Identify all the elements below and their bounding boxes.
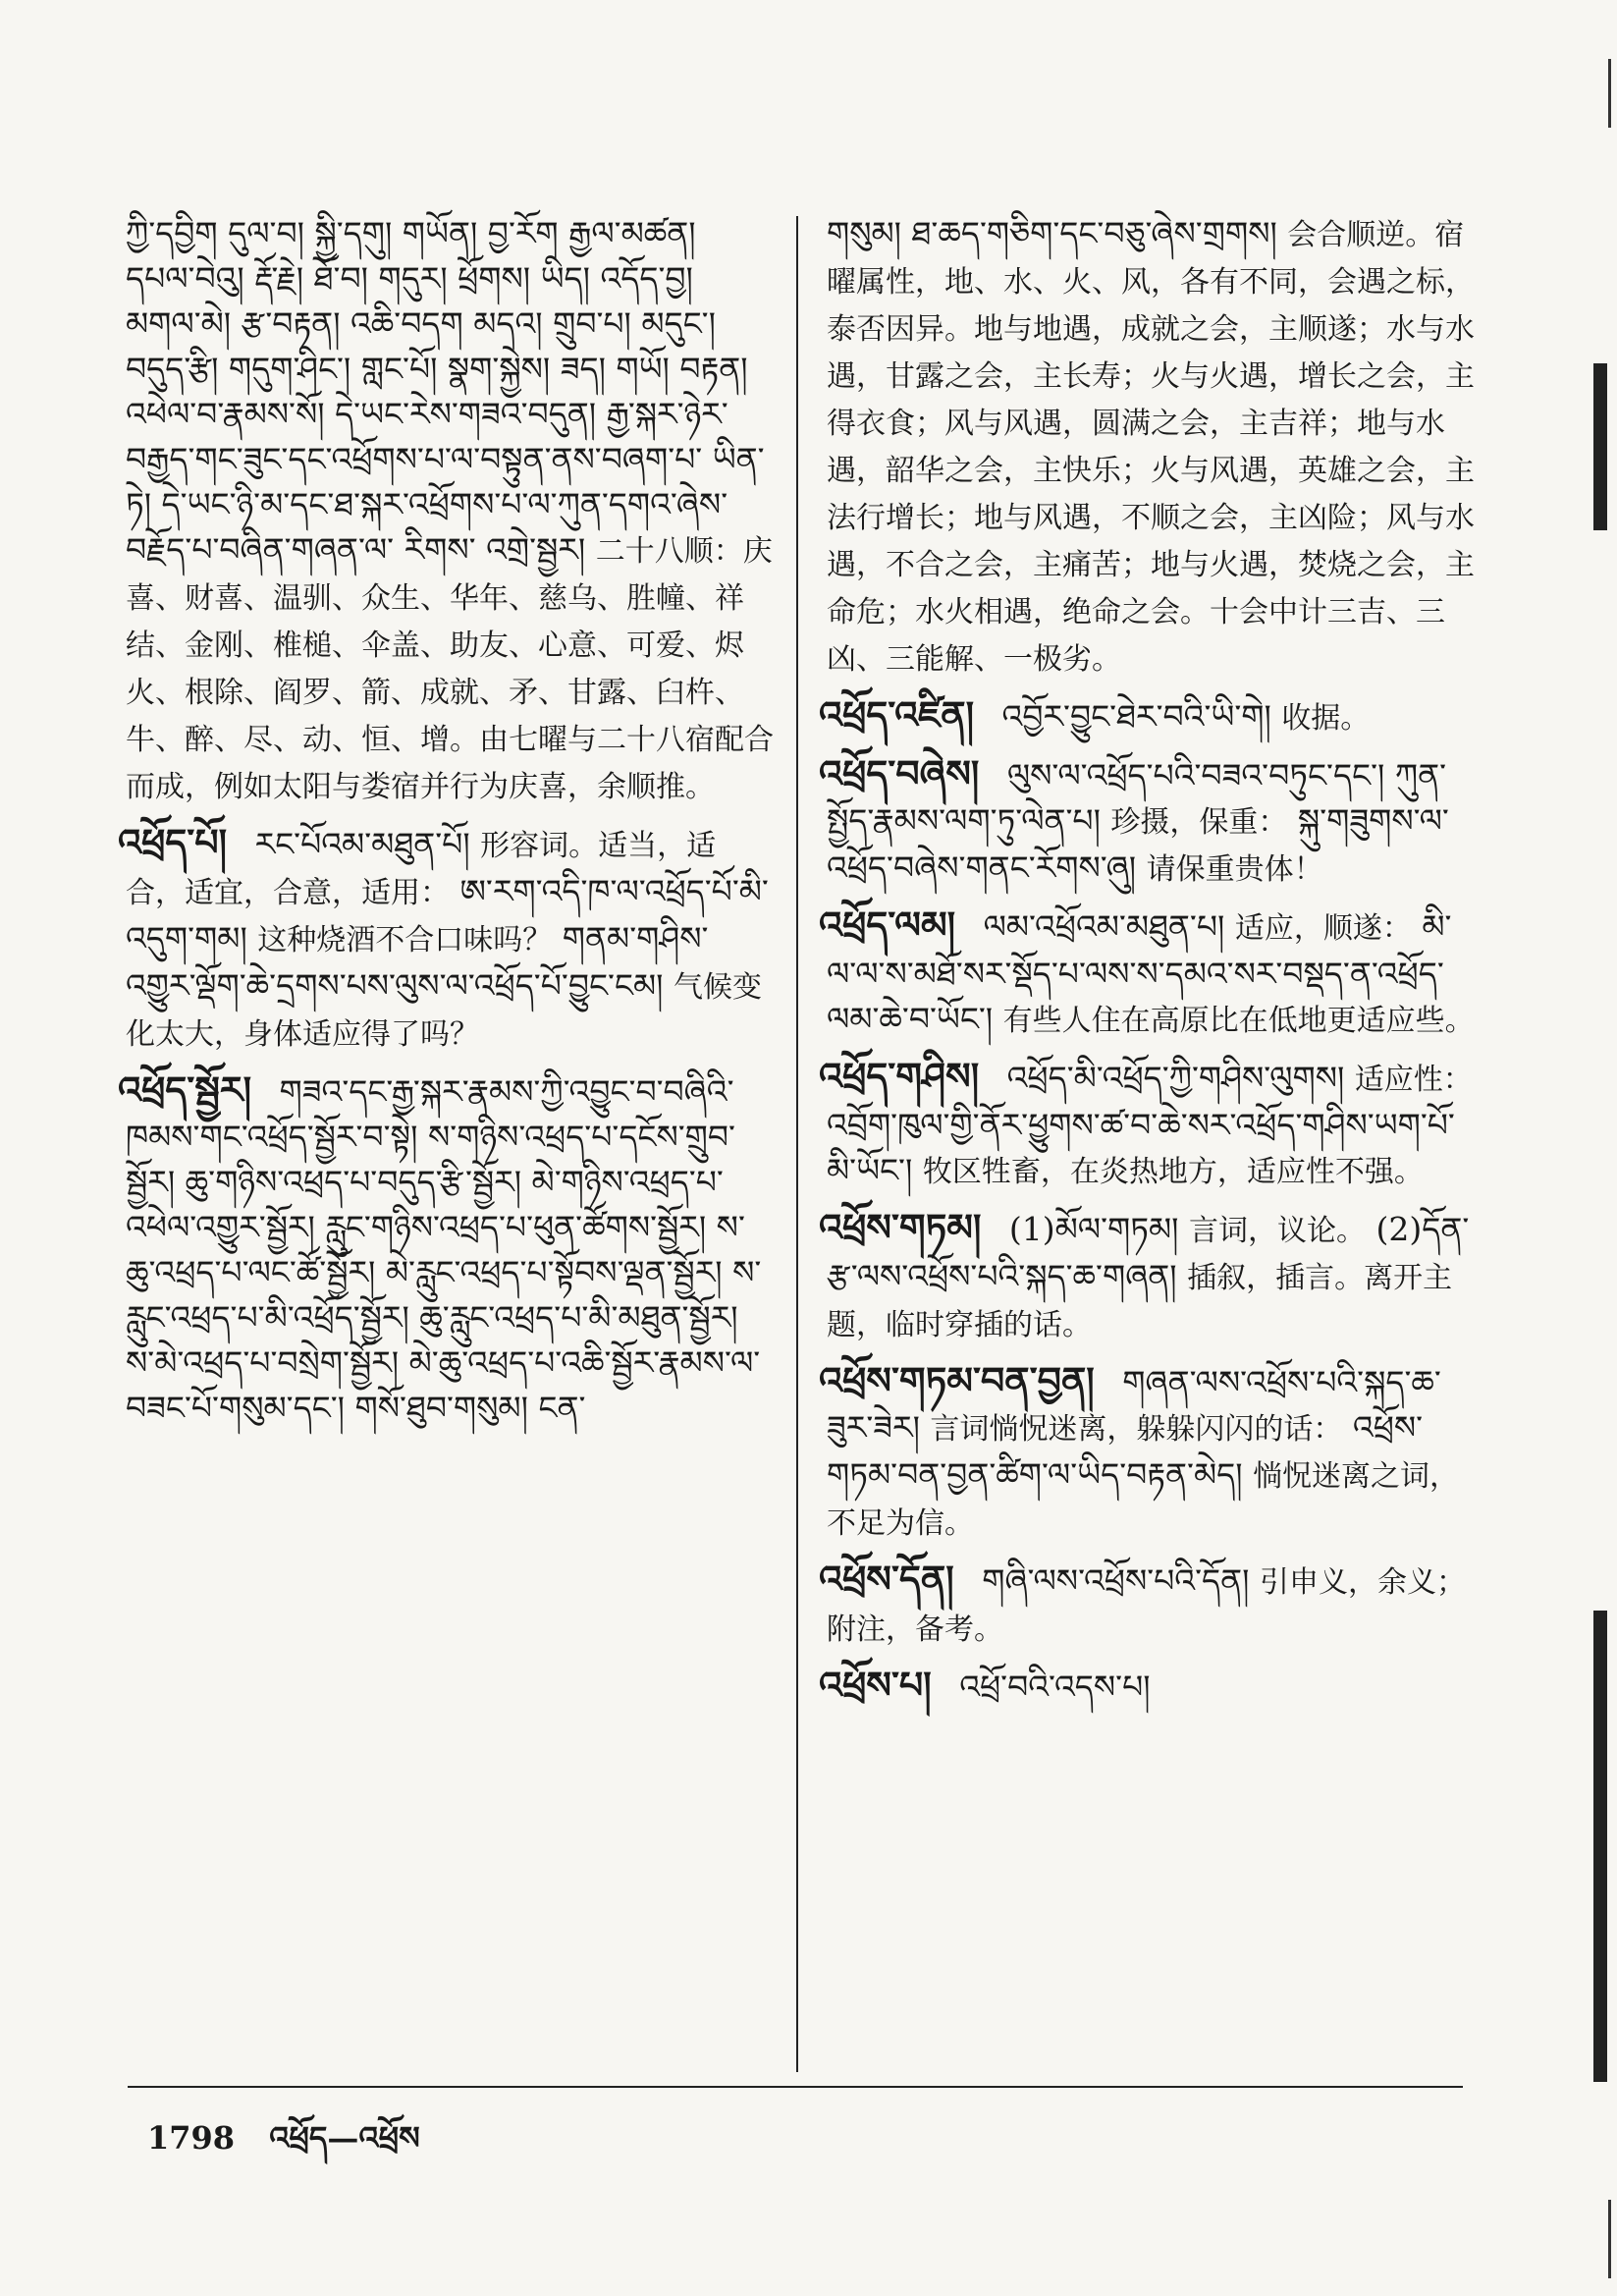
chinese-definition: 收据。 [1281,701,1371,736]
column-divider [796,216,798,2072]
tibetan-synonym: རང་པོའམ་མཐུན་པོ། [254,825,470,863]
chinese-example: 有些人住在高原比在低地更适应些。 [1002,1004,1475,1038]
scan-edge-tick [1608,2200,1611,2278]
tibetan-definition: ལུས་ལ་འཕྲོད་པའི་བཟའ་བཏུང་དང་། ཀུན་སྤྱོད་རྣམས་ལག་ཏུ་ལེན་པ། [827,756,1447,840]
chinese-example: 请保重贵体！ [1146,852,1323,887]
headword: འཕྲོས་གཏམ་བན་བྱན། [819,1358,1095,1402]
chinese-definition: 言词惝怳迷离，躲躲闪闪的话： [930,1412,1343,1447]
chinese-definition: 适应性： [1354,1063,1473,1097]
chinese-definition: 形容词。适当，适合，适宜，合意，适用： [126,829,717,910]
dictionary-entry [819,1663,1475,1710]
page-number: 1798 [147,2119,236,2157]
dictionary-entry [819,1358,1475,1547]
headword: འཕྲོད་ལམ། [819,902,956,947]
headword: འཕྲོད་འཛིན། [819,692,975,737]
chinese-definition: 珍摄，保重： [1110,805,1288,840]
headword: འཕྲོས་དོན། [819,1557,954,1601]
tibetan-definition: (2)དོན་རྩ་ལས་འཕྲོས་པའི་སྐད་ཆ་གཞན། [827,1210,1470,1295]
scan-edge-bar [1593,363,1607,530]
headword: འཕྲོད་སྦྱོར། [118,1067,252,1112]
headword: འཕྲོད་བཞེས། [819,751,980,795]
chinese-definition: 言词，议论。 [1189,1214,1366,1248]
headword: འཕྲོས་པ། [819,1663,932,1707]
chinese-definition: 引申义，余义；附注，备考。 [827,1565,1466,1647]
scan-edge-tick [1608,59,1611,128]
tibetan-definition: (1)མོལ་གཏམ། [1008,1210,1179,1248]
tibetan-definition: འབྱོར་བྱུང་ཐེར་བའི་ཡི་གེ། [1001,697,1271,736]
tibetan-example: ཨ་རག་འདི་ཁ་ལ་འཕྲོད་པོ་མི་འདུག་གམ། [126,872,769,957]
tibetan-example: འཕྲོས་གཏམ་བན་བྱན་ཚིག་ལ་ཡིད་བརྟན་མེད། [827,1408,1424,1494]
chinese-example: 这种烧酒不合口味吗？ [257,923,553,957]
tibetan-definition: འཕྲོད་མི་འཕྲོད་ཀྱི་གཤིས་ལུགས། [1006,1059,1345,1097]
tibetan-definition: འཕྲོ་བའི་འདས་པ། [959,1667,1151,1706]
chinese-example: 气候变化太大，身体适应得了吗？ [126,970,762,1052]
chinese-definition: 插叙，插言。离开主题，临时穿插的话。 [827,1261,1453,1342]
tibetan-example: སྐུ་གཟུགས་ལ་འཕྲོད་བཞེས་གནང་རོགས་ཞུ། [827,801,1449,887]
entry-continuation [827,211,1475,683]
scan-edge-marks [1578,0,1617,2296]
chinese-example: 惝怳迷离之词，不足为信。 [827,1459,1460,1541]
chinese-definition: 二十八顺：庆喜、财喜、温驯、众生、华年、慈乌、胜幢、祥结、金刚、椎槌、伞盖、助友、心意、可爱、烬火、根除、阎罗、箭、成就、矛、甘露、臼杵、牛、醉、尽、动、恒、增。由七曜与二十八宿配合而成，例如太阳与娄宿并行为庆喜，余顺推。 [126,534,774,804]
right-column [819,211,1475,1720]
tibetan-definition: གཟའ་དང་རྒྱ་སྐར་རྣམས་ཀྱི་འབྱུང་བ་བཞིའི་ཁམས་གང་འཕྲོད་སྦྱོར་བ་སྟེ། ས་གཉིས་འཕྲད་པ་དངོས་གྲུབ་སྦྱོར། ཆུ་གཉིས་འཕྲད་པ་བདུད་རྩི་སྦྱོར། མེ་གཉིས་འཕྲད་པ་འཕེལ་འགྱུར་སྦྱོར། རླུང་གཉིས་འཕྲད་པ་ཕུན་ཚོགས་སྦྱོར། ས་ཆུ་འཕྲད་པ་ལང་ཚོ་སྦྱོར། མེ་རླུང་འཕྲད་པ་སྟོབས་ལྡན་སྦྱོར། ས་རླུང་འཕྲད་པ་མི་འཕྲོད་སྦྱོར། ཆུ་རླུང་འཕྲད་པ་མི་མཐུན་སྦྱོར། ས་མེ་འཕྲད་པ་བསྲེག་སྦྱོར། མེ་ཆུ་འཕྲད་པ་འཆི་སྦྱོར་རྣམས་ལ་བཟང་པོ་གསུམ་དང་། གསོ་ཐུབ་གསུམ། ངན་ [126,1072,762,1427]
tibetan-definition: གཞི་ལས་འཕྲོས་པའི་དོན། [982,1561,1250,1600]
headword: འཕྲོས་གཏམ། [819,1205,982,1249]
dictionary-entry [118,1067,774,1431]
dictionary-entry [819,1054,1475,1195]
dictionary-entry [819,751,1475,893]
left-column [118,211,774,1441]
dictionary-entry [819,1557,1475,1653]
tibetan-text: ཀྱི་དབྱིག དུལ་བ། སྐྱི་དགུ། གཡོན། བྱ་རོག རྒྱལ་མཚན། དཔལ་བེའུ། རྡོ་རྗེ། ཐོ་བ། གདུར། ཕྲོགས། ཡིད། འདོད་བྱ། མགལ་མེ། རྩ་བརྟན། འཆི་བདག མདའ། གྲུབ་པ། མདུང་། བདུད་རྩི། གདུག་ཤིང་། གླང་པོ། སྣག་སྐྱེས། ཟད། གཡོ། བརྟན། འཕེལ་བ་རྣམས་སོ། དེ་ཡང་རེས་གཟའ་བདུན། རྒྱ་སྐར་ཉེར་བརྒྱད་གང་ཟུང་དང་འཕྲོགས་པ་ལ་བསྟུན་ནས་བཞག་པ་ ཡིན་ཏེ། དེ་ཡང་ཉི་མ་དང་ཐ་སྐར་འཕྲོགས་པ་ལ་ཀུན་དགའ་ཞེས་བརྗོད་པ་བཞིན་གཞན་ལ་ རིགས་ འགྲེ་སྦྱར། [126,214,765,569]
tibetan-example: གནམ་གཤིས་འགྱུར་ལྡོག་ཆེ་དྲགས་པས་ལུས་ལ་འཕྲོད་པོ་བྱུང་ངམ། [126,919,709,1005]
entry-continuation [126,211,774,810]
page-footer [147,2104,444,2192]
tibetan-example: འབྲོག་ཁུལ་གྱི་ནོར་ཕྱུགས་ཚ་བ་ཆེ་སར་འཕྲོད་གཤིས་ཡག་པོ་མི་ཡོང་། [827,1106,1455,1189]
chinese-definition: 会合顺逆。宿曜属性，地、水、火、风，各有不同，会遇之标，泰否因异。地与地遇，成就之会，主顺遂；水与水遇，甘露之会，主长寿；火与火遇，增长之会，主得衣食；风与风遇，圆满之会，主吉祥；地与水遇，韶华之会，主快乐；火与风遇，英雄之会，主法行增长；地与风遇，不顺之会，主凶险；风与水遇，不合之会，主痛苦；地与火遇，焚烧之会，主命危；水火相遇，绝命之会。十会中计三吉、三凶、三能解、一极劣。 [827,218,1475,677]
tibetan-definition: གཞན་ལས་འཕྲོས་པའི་སྐད་ཆ་ཟུར་ཟེར། [827,1363,1441,1447]
dictionary-entry [819,1205,1475,1348]
tibetan-text: གསུམ། ཐ་ཆད་གཅིག་དང་བཅུ་ཞེས་གྲགས། [827,214,1277,252]
headword-range: འཕྲོད—འཕྲོས [269,2119,420,2157]
chinese-example: 牧区牲畜，在炎热地方，适应性不强。 [922,1155,1424,1189]
tibetan-definition: ལམ་འཕྲོའམ་མཐུན་པ། [983,907,1225,946]
chinese-definition: 适应，顺遂： [1234,911,1412,946]
headword: འཕྲོད་པོ། [118,820,228,864]
scan-edge-bar [1593,1611,1607,2082]
tibetan-example: མི་ལ་ལ་ས་མཐོ་སར་སྡོད་པ་ལས་ས་དམའ་སར་བསྡད་ན་འཕྲོད་ལམ་ཆེ་བ་ཡོང་། [827,907,1452,1038]
dictionary-entry [118,820,774,1058]
dictionary-entry [819,692,1475,741]
footer-rule [128,2086,1463,2088]
dictionary-entry [819,902,1475,1044]
headword: འཕྲོད་གཤིས། [819,1054,980,1098]
